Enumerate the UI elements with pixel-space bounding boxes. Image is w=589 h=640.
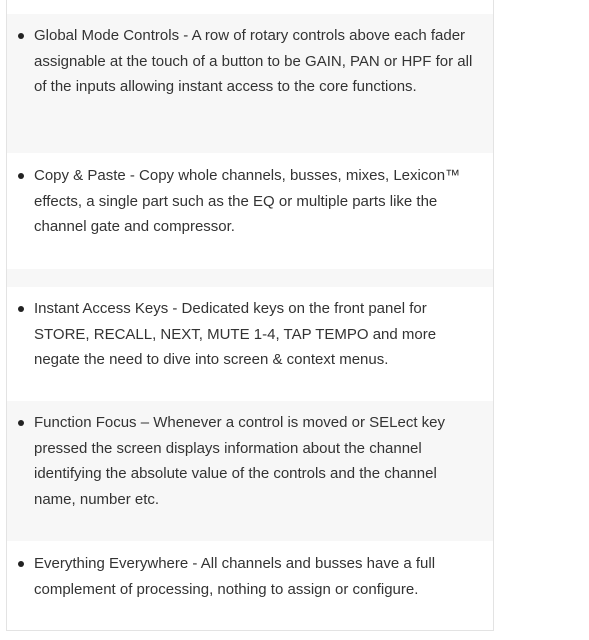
list-item-text: Everything Everywhere - All channels and busses have a full complement of processing, nothing to assign or configure. (34, 555, 436, 598)
list-item (7, 551, 493, 602)
list-item-text: Copy & Paste - Copy whole channels, busses, mixes, Lexicon™ effects, a single part such as the EQ or multiple parts like the channel gate and compressor. (34, 167, 461, 235)
list-item (7, 296, 493, 373)
bullet-icon (18, 33, 24, 39)
list-item-text: Function Focus – Whenever a control is moved or SELect key pressed the screen displays information about the channel identifying the absolute value of the controls and the channel name, number etc. (34, 414, 446, 508)
list-item (7, 163, 493, 240)
bullet-icon (18, 420, 24, 426)
feature-list-panel (6, 0, 494, 631)
bullet-icon (18, 306, 24, 312)
row-background (7, 269, 493, 287)
list-item (7, 410, 493, 512)
list-item-text: Global Mode Controls - A row of rotary controls above each fader assignable at the touch of a button to be GAIN, PAN or HPF for all of the inputs allowing instant access to the core functions. (34, 27, 473, 95)
bullet-icon (18, 173, 24, 179)
list-item-text: Instant Access Keys - Dedicated keys on the front panel for STORE, RECALL, NEXT, MUTE 1-4, TAP TEMPO and more negate the need to dive into screen & context menus. (34, 300, 437, 368)
list-item (7, 23, 493, 100)
bullet-icon (18, 561, 24, 567)
